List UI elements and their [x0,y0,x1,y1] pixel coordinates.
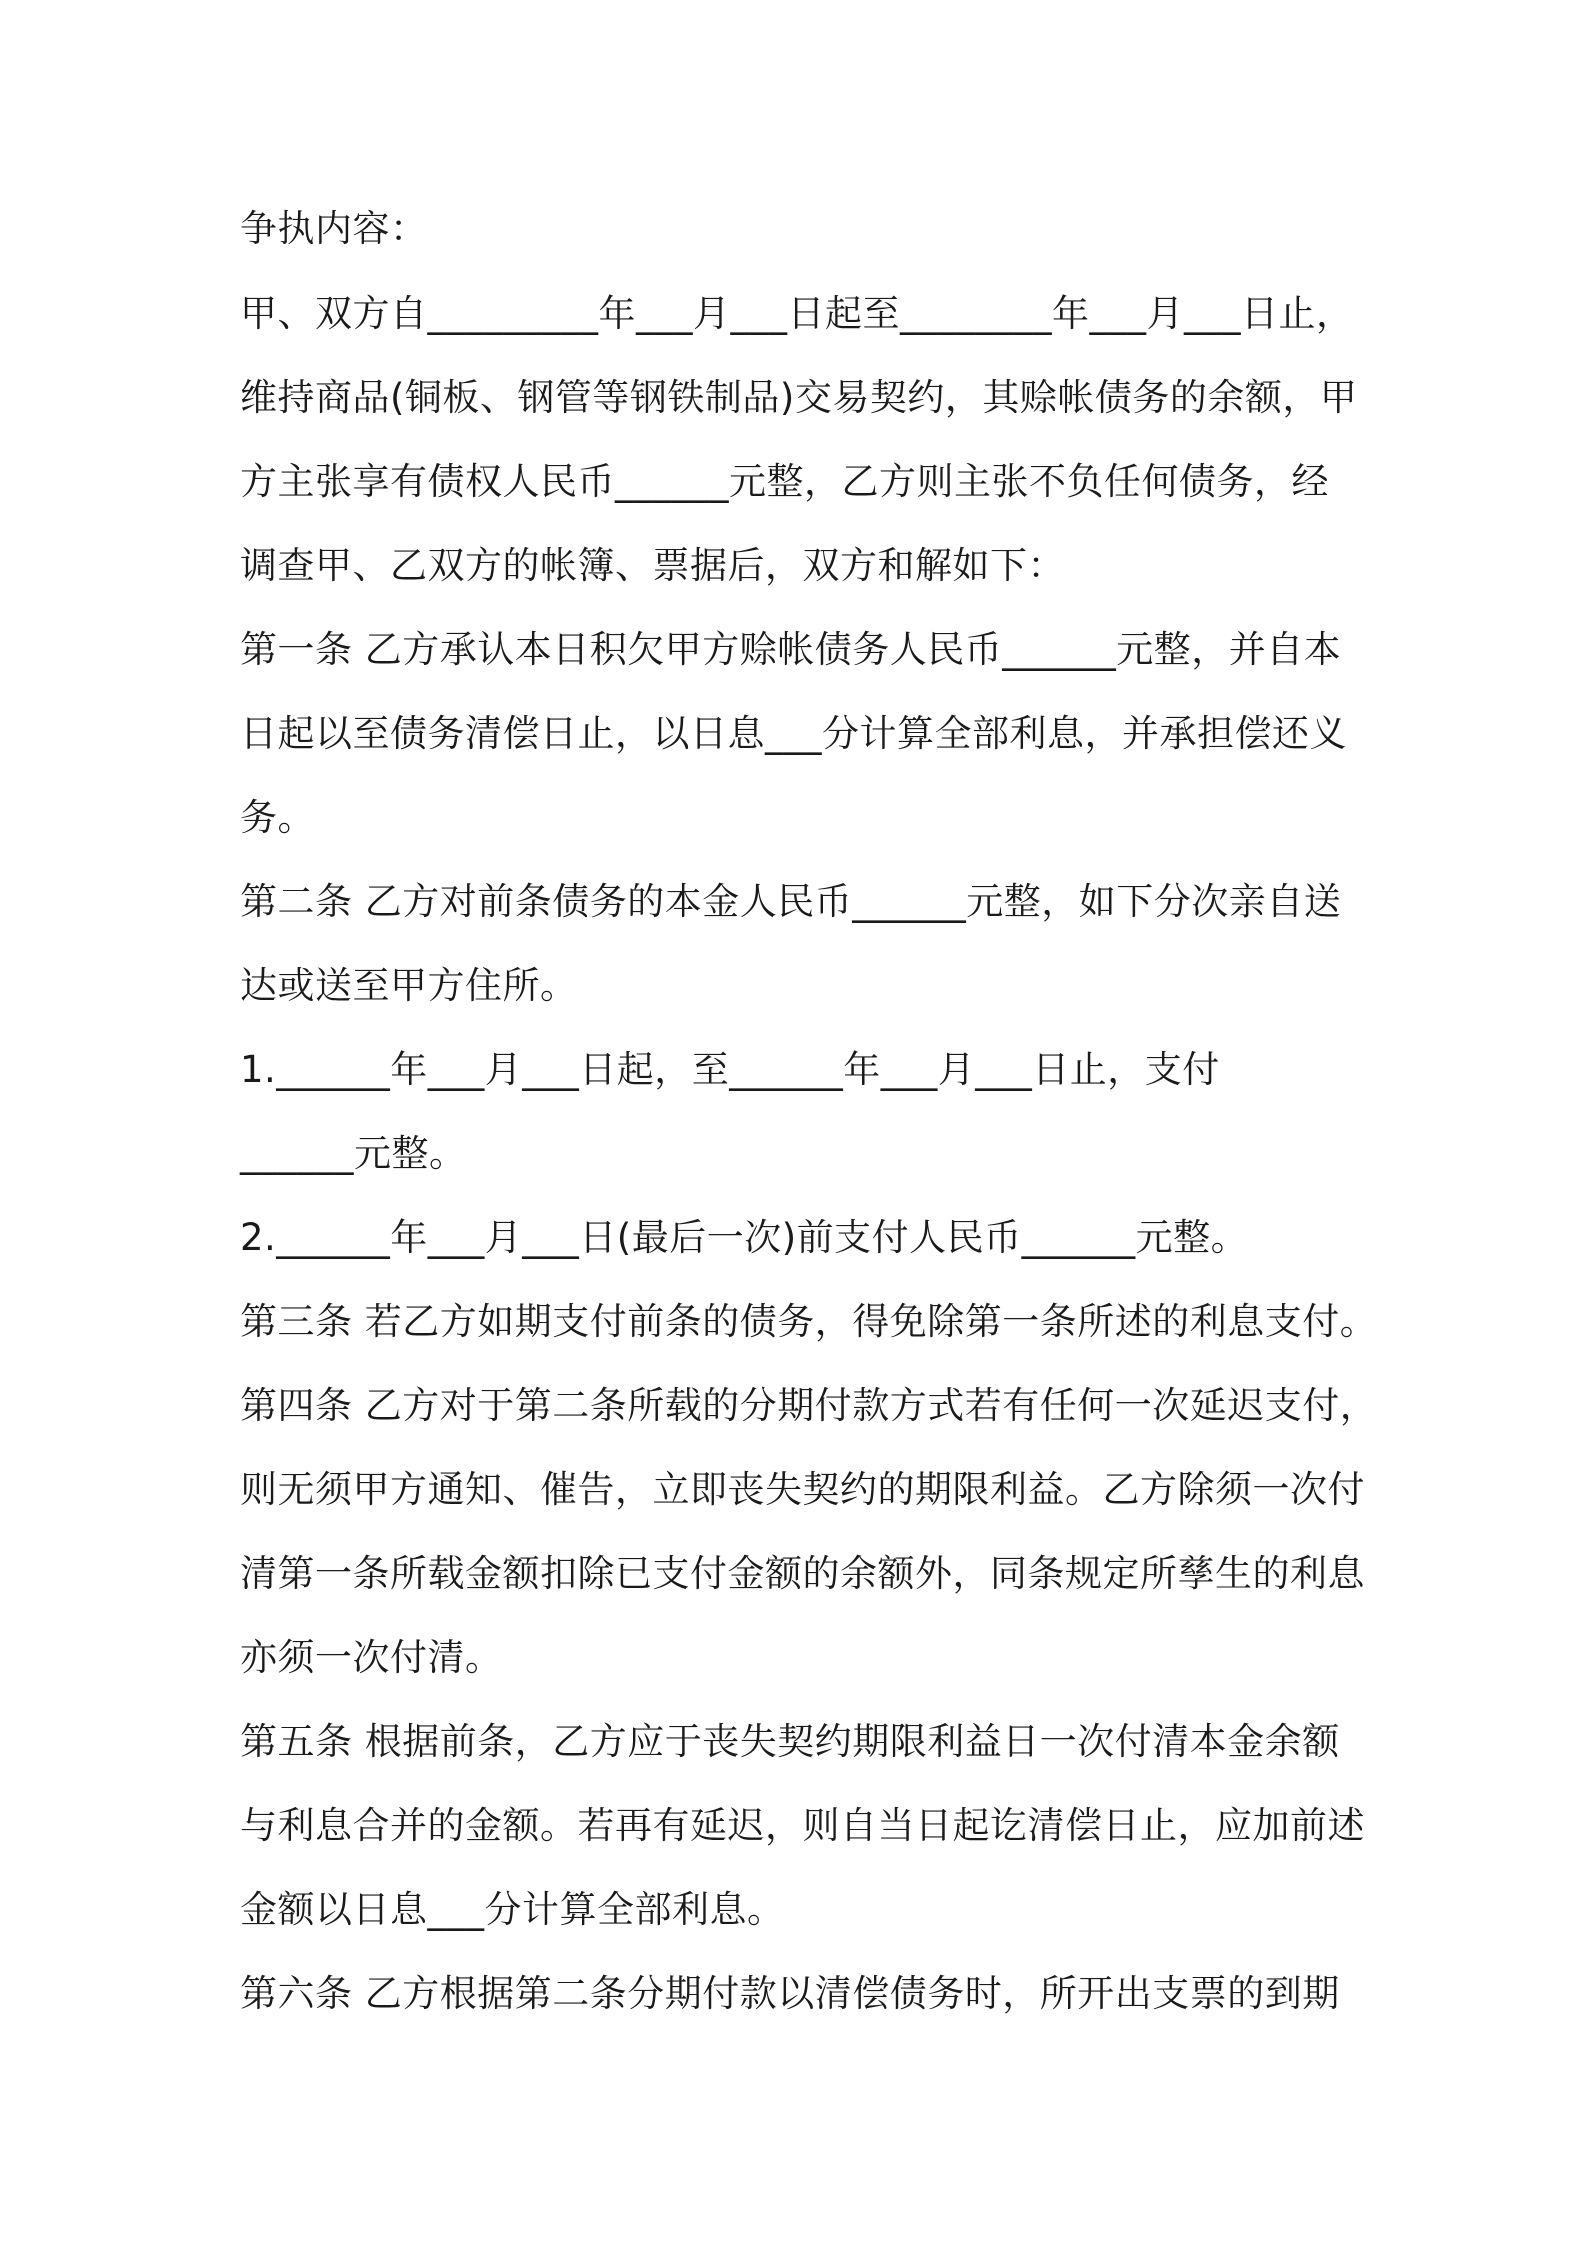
text-line: 达或送至甲方住所。 [240,964,578,1007]
text-line: 维持商品(铜板、钢管等钢铁制品)交易契约，其赊帐债务的余额，甲 [240,376,1358,419]
text-line: 第四条 乙方对于第二条所载的分期付款方式若有任何一次延迟支付， [240,1384,1378,1427]
text-line: 金额以日息___分计算全部利息。 [240,1888,785,1931]
text-line: 调查甲、乙双方的帐簿、票据后，双方和解如下： [240,544,1065,587]
text-line: 与利息合并的金额。若再有延迟，则自当日起讫清偿日止，应加前述 [240,1804,1365,1847]
text-line: 甲、双方自_________年___月___日起至________年___月___日止， [240,292,1354,335]
text-line: 第三条 若乙方如期支付前条的债务，得免除第一条所述的利息支付。 [240,1300,1378,1343]
text-line: 第五条 根据前条，乙方应于丧失契约期限利益日一次付清本金余额 [240,1720,1340,1763]
text-line: 1.______年___月___日起，至______年___月___日止，支付 [240,1048,1220,1091]
text-line: 2.______年___月___日(最后一次)前支付人民币______元整。 [240,1216,1249,1259]
text-line: ______元整。 [240,1132,467,1175]
text-line: 清第一条所载金额扣除已支付金额的余额外，同条规定所孳生的利息 [240,1552,1365,1595]
text-line: 则无须甲方通知、催告，立即丧失契约的期限利益。乙方除须一次付 [240,1468,1365,1511]
text-line: 务。 [240,796,315,839]
text-line: 方主张享有债权人民币______元整，乙方则主张不负任何债务，经 [240,460,1329,503]
text-line: 争执内容： [240,207,428,250]
text-line: 第六条 乙方根据第二条分期付款以清偿债务时，所开出支票的到期 [240,1972,1340,2015]
text-line: 第一条 乙方承认本日积欠甲方赊帐债务人民币______元整，并自本 [240,628,1342,671]
text-line: 亦须一次付清。 [240,1636,503,1679]
text-line: 第二条 乙方对前条债务的本金人民币______元整，如下分次亲自送 [240,880,1342,923]
text-line: 日起以至债务清偿日止，以日息___分计算全部利息，并承担偿还义 [240,712,1347,755]
